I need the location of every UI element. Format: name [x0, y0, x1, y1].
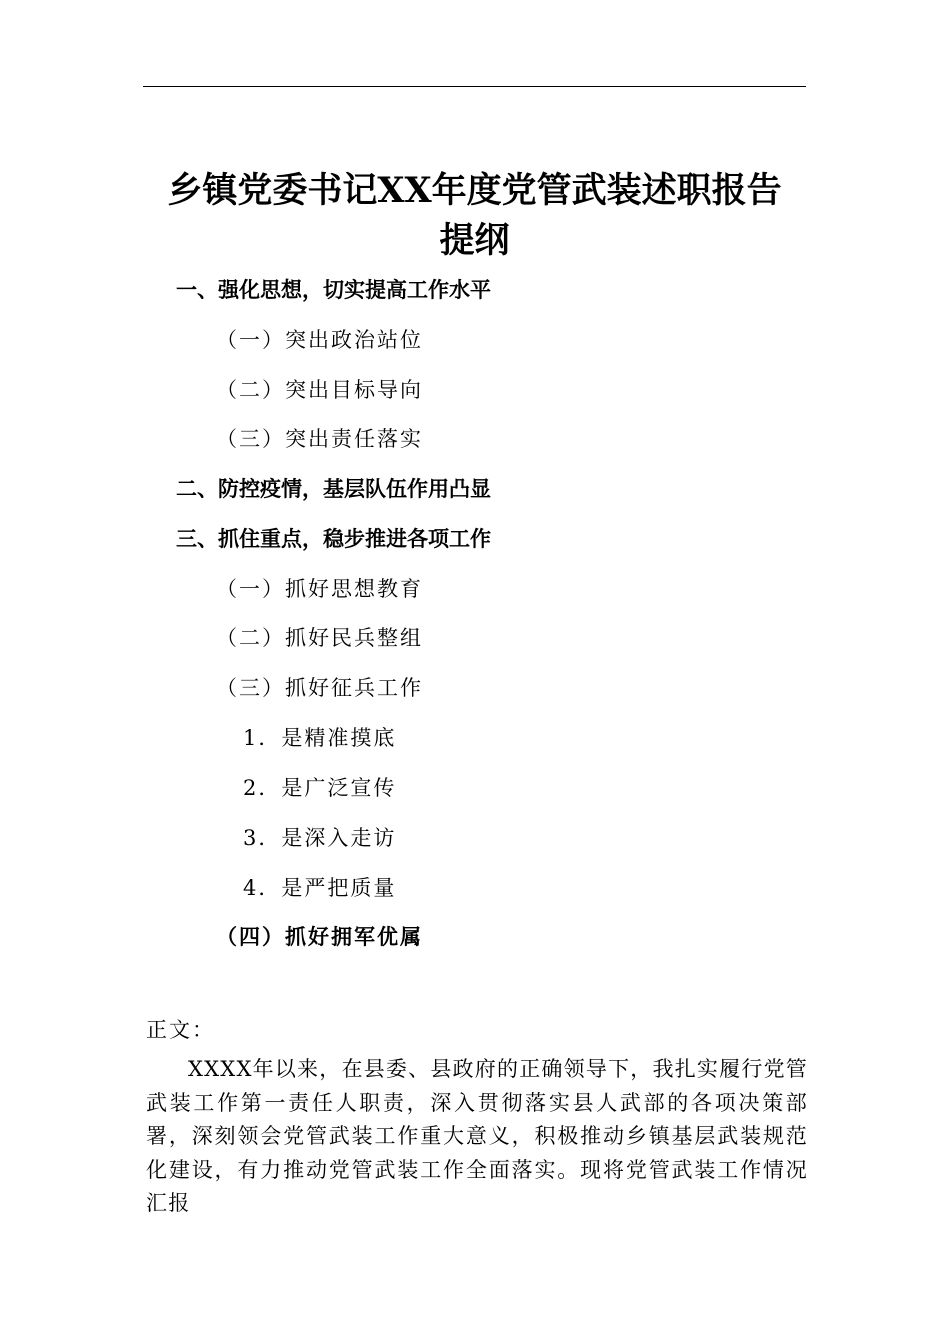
outline-item-3-4: （四）抓好拥军优属: [216, 925, 423, 949]
outline-subitem-3-3-1: 1．是精准摸底: [243, 726, 397, 750]
outline-section-3: 三、抓住重点，稳步推进各项工作: [176, 527, 491, 551]
body-paragraph: XXXX年以来，在县委、县政府的正确领导下，我扎实履行党管武装工作第一责任人职责，深入贯彻落实县人武部的各项决策部署，深刻领会党管武装工作重大意义，积极推动乡镇基层武装规范化建设，有力推动党管武装工作全面落实。现将党管武装工作情况汇报: [146, 1057, 808, 1215]
outline-item-1-3: （三）突出责任落实: [216, 427, 423, 451]
outline-item-1-2: （二）突出目标导向: [216, 378, 423, 402]
outline-item-3-2: （二）抓好民兵整组: [216, 626, 423, 650]
outline-section-1: 一、强化思想，切实提高工作水平: [176, 278, 491, 302]
document-title: 乡镇党委书记XX年度党管武装述职报告: [167, 170, 782, 211]
outline-item-1-1: （一）突出政治站位: [216, 328, 423, 352]
outline-subitem-3-3-4: 4．是严把质量: [243, 876, 397, 900]
outline-subitem-3-3-3: 3．是深入走访: [243, 826, 397, 850]
outline-item-3-3: （三）抓好征兵工作: [216, 676, 423, 700]
outline-subitem-3-3-2: 2．是广泛宣传: [243, 776, 397, 800]
body-label: 正文：: [146, 1018, 215, 1042]
outline-item-3-1: （一）抓好思想教育: [216, 577, 423, 601]
outline-section-2: 二、防控疫情，基层队伍作用凸显: [176, 477, 491, 501]
document-title-continued: 提纲: [439, 220, 510, 261]
